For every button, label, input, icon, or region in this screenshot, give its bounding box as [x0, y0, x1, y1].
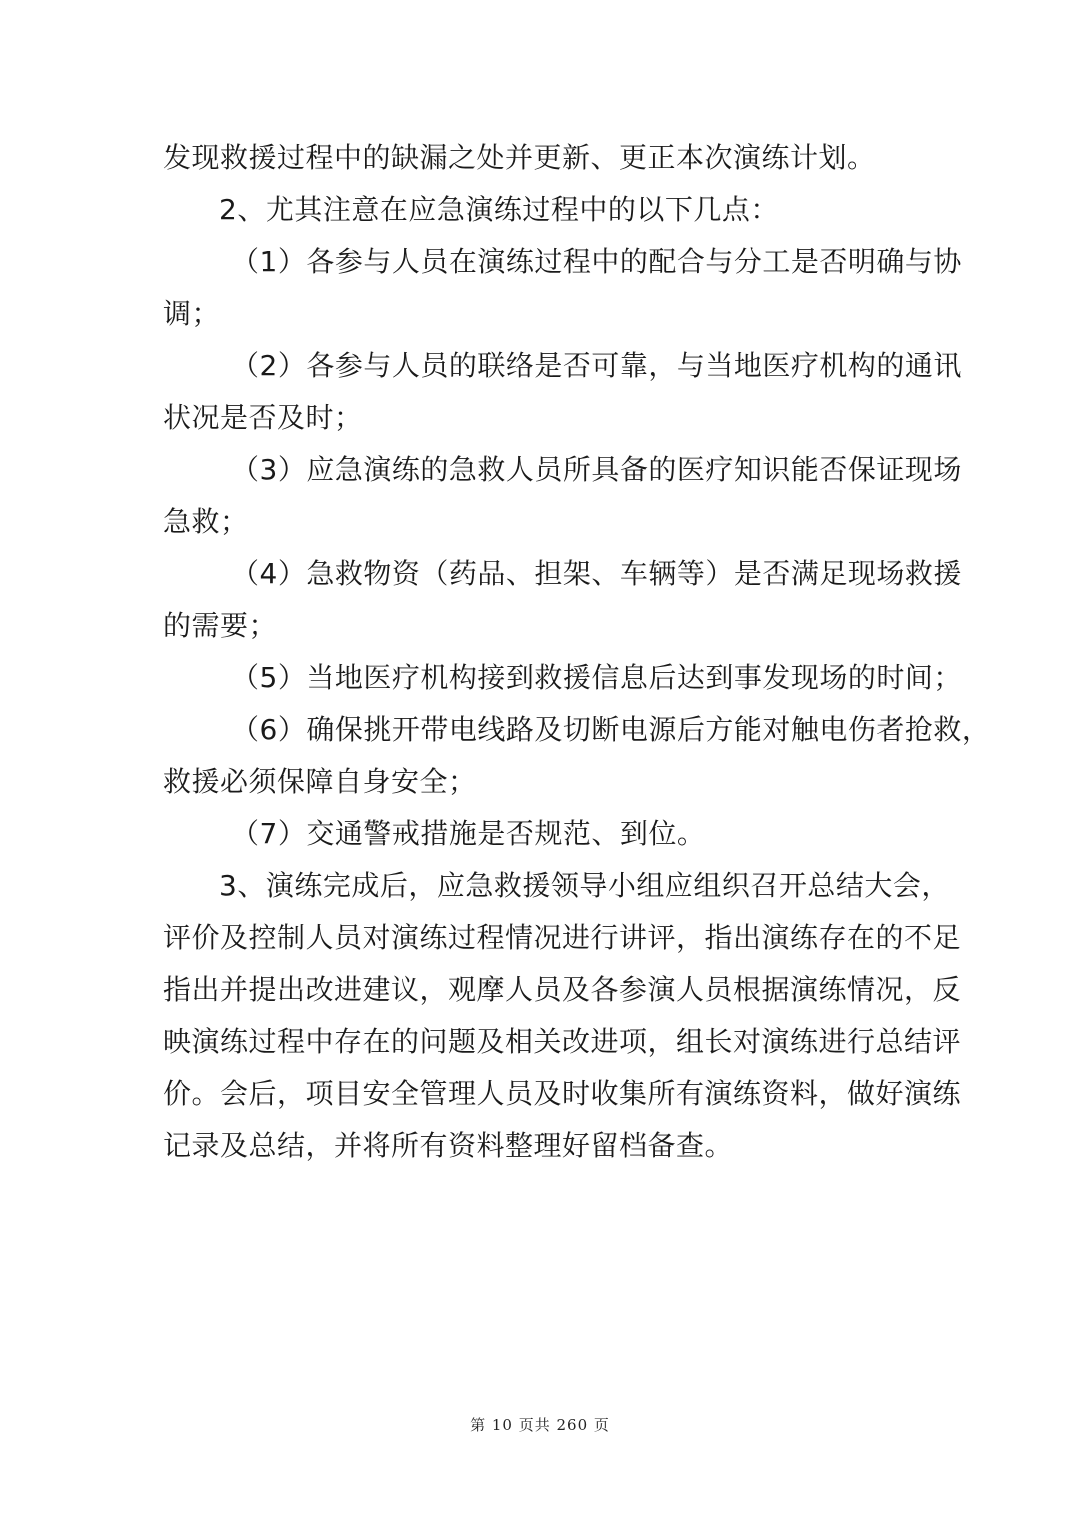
- paragraph-line: 价。会后，项目安全管理人员及时收集所有演练资料，做好演练: [163, 1077, 962, 1110]
- page-number-footer: 第 10 页共 260 页: [470, 1416, 610, 1434]
- paragraph-line: 指出并提出改进建议，观摩人员及各参演人员根据演练情况，反: [163, 973, 962, 1006]
- list-item-1: （1）各参与人员在演练过程中的配合与分工是否明确与协: [231, 245, 962, 278]
- document-body: [163, 132, 991, 1172]
- list-item-3: （3）应急演练的急救人员所具备的医疗知识能否保证现场: [231, 453, 962, 486]
- list-item-2: （2）各参与人员的联络是否可靠，与当地医疗机构的通讯: [231, 349, 962, 382]
- list-item-7: （7）交通警戒措施是否规范、到位。: [231, 817, 706, 850]
- paragraph-line: 映演练过程中存在的问题及相关改进项，组长对演练进行总结评: [163, 1025, 962, 1058]
- paragraph-line: 发现救援过程中的缺漏之处并更新、更正本次演练计划。: [163, 141, 876, 174]
- paragraph-line: 评价及控制人员对演练过程情况进行讲评，指出演练存在的不足: [163, 921, 962, 954]
- section-heading-3: 3、演练完成后，应急救援领导小组应组织召开总结大会，: [219, 869, 950, 902]
- list-item-5: （5）当地医疗机构接到救援信息后达到事发现场的时间；: [231, 661, 962, 694]
- list-item-3-cont: 急救；: [163, 505, 249, 538]
- list-item-6: （6）确保挑开带电线路及切断电源后方能对触电伤者抢救，: [231, 713, 991, 746]
- list-item-2-cont: 状况是否及时；: [163, 401, 363, 434]
- list-item-4-cont: 的需要；: [163, 609, 278, 642]
- list-item-1-cont: 调；: [163, 297, 221, 330]
- section-heading-2: 2、尤其注意在应急演练过程中的以下几点：: [219, 193, 779, 226]
- paragraph-line: 记录及总结，并将所有资料整理好留档备查。: [163, 1129, 734, 1162]
- list-item-4: （4）急救物资（药品、担架、车辆等）是否满足现场救援: [231, 557, 962, 590]
- list-item-6-cont: 救援必须保障自身安全；: [163, 765, 477, 798]
